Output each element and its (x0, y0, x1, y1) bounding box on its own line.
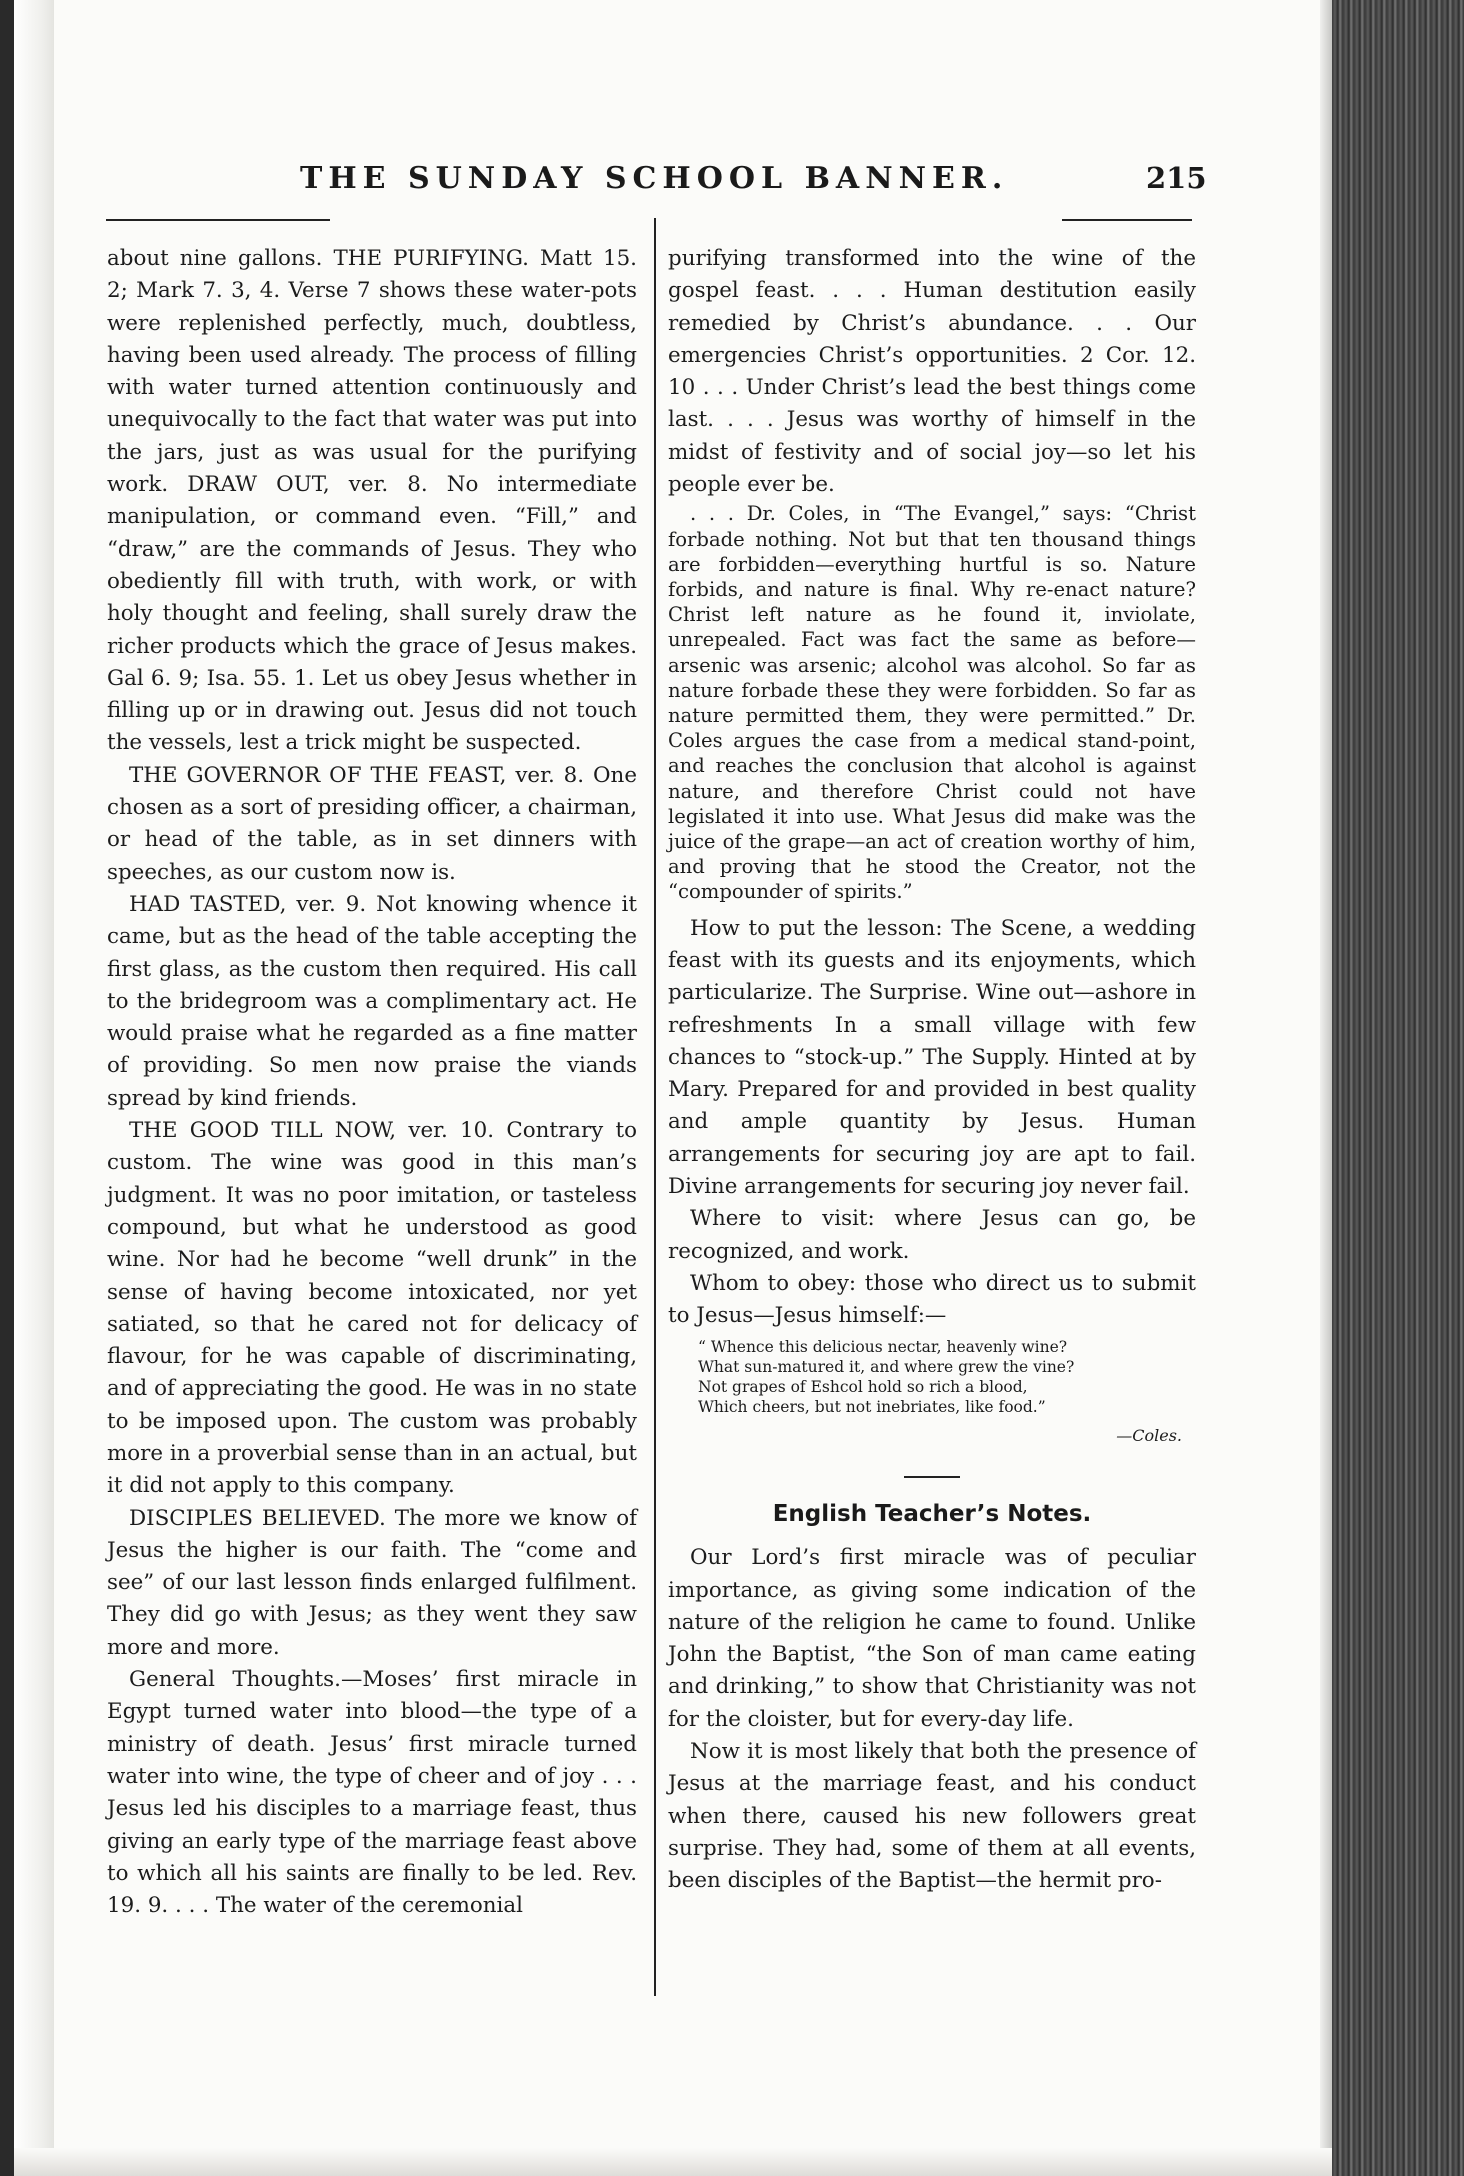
page-gutter (14, 0, 54, 2176)
left-column (107, 243, 637, 1922)
paragraph: purifying transformed into the wine of the gospel feast. . . . Human destitution easily remedied by Christ’s abundance. . . Our emergencies Christ’s opportunities. 2 Cor. 12. 10 . . . Under Christ’s lead the best things come last. . . . Jesus was worthy of himself in the midst of festivity and of social joy—so let his people ever be. (668, 246, 1196, 498)
poem-line: “ Whence this delicious nectar, heavenly wine? (698, 1338, 1068, 1357)
block-quote: . . . Dr. Coles, in “The Evangel,” says: “Christ forbade nothing. Not but that ten thousand things are forbidden—everything hurtful is so. Nature forbids, and nature is final. Why re-enact nature? Christ left nature as he found it, inviolate, unrepealed. Fact was fact the same as before—arsenic was arsenic; alcohol was alcohol. So far as nature forbade these they were forbidden. So far as nature permitted them, they were permitted.” Dr. Coles argues the case from a medical stand-point, and reaches the conclusion that alcohol is against nature, and therefore Christ could not have legislated it into use. What Jesus did make was the juice of the grape—an act of creation worthy of him, and proving that he stood the Creator, not the “compounder of spirits.” (668, 502, 1196, 904)
paragraph: How to put the lesson: The Scene, a wedding feast with its guests and its enjoyments, which particularize. The Surprise. Wine out—ashore in refreshments In a small village with few chances to “stock-up.” The Supply. Hinted at by Mary. Prepared for and provided in best quality and ample quantity by Jesus. Human arrangements for securing joy are apt to fail. Divine arrangements for securing joy never fail. (668, 915, 1196, 1199)
right-column (668, 243, 1196, 1898)
page-bottom-shadow (14, 2148, 1332, 2176)
column-divider (654, 218, 656, 1996)
poem-line: Which cheers, but not inebriates, like food.” (698, 1397, 1046, 1416)
paragraph: HAD TASTED, ver. 9. Not knowing whence it came, but as the head of the table accepting the first glass, as the custom then required. His call to the bridegroom was a complimentary act. He would praise what he regarded as a fine matter of providing. So men now praise the viands spread by kind friends. (107, 891, 637, 1111)
book-spine (1332, 0, 1464, 2176)
paragraph: DISCIPLES BELIEVED. The more we know of Jesus the higher is our faith. The “come and see” of our last lesson finds enlarged fulfilment. They did go with Jesus; as they went they saw more and more. (107, 1505, 637, 1660)
paragraph: General Thoughts.—Moses’ first miracle in Egypt turned water into blood—the type of a ministry of death. Jesus’ first miracle turned water into wine, the type of cheer and of joy . . . Jesus led his disciples to a marriage feast, thus giving an early type of the marriage feast above to which all his saints are finally to be led. Rev. 19. 9. . . . The water of the ceremonial (107, 1667, 637, 1919)
paragraph: THE GOOD TILL NOW, ver. 10. Contrary to custom. The wine was good in this man’s judgment. It was no poor imitation, or tasteless compound, but what he understood as good wine. Nor had he become “well drunk” in the sense of having become intoxicated, nor yet satiated, so that he cared not for delicacy of flavour, for he was capable of discriminating, and of appreciating the good. He was in no state to be imposed upon. The custom was probably more in a proverbial sense than in an actual, but it did not apply to this company. (107, 1118, 637, 1499)
poem-attribution: —Coles. (1116, 1425, 1182, 1445)
paragraph: Now it is most likely that both the presence of Jesus at the marriage feast, and his conduct when there, caused his new followers great surprise. They had, some of them at all events, been disciples of the Baptist—the hermit pro- (668, 1739, 1196, 1894)
section-heading: English Teacher’s Notes. (772, 1500, 1092, 1527)
poem-line: Not grapes of Eshcol hold so rich a blood, (698, 1378, 1028, 1397)
page-number: 215 (1146, 161, 1207, 195)
paragraph: Whom to obey: those who direct us to submit to Jesus—Jesus himself:— (668, 1270, 1196, 1329)
section-separator (904, 1476, 960, 1478)
page-header (0, 155, 1210, 205)
poem-line: What sun-matured it, and where grew the vine? (698, 1358, 1075, 1377)
paragraph: about nine gallons. THE PURIFYING. Matt 15. 2; Mark 7. 3, 4. Verse 7 shows these water-pots were replenished perfectly, much, doubtless, having been used already. The process of filling with water turned attention continuously and unequivocally to the fact that water was put into the jars, just as was usual for the purifying work. DRAW OUT, ver. 8. No intermediate manipulation, or command even. “Fill,” and “draw,” are the commands of Jesus. They who obediently fill with truth, with work, or with holy thought and feeling, shall surely draw the richer products which the grace of Jesus makes. Gal 6. 9; Isa. 55. 1. Let us obey Jesus whether in filling up or in drawing out. Jesus did not touch the vessels, lest a trick might be suspected. (107, 246, 637, 756)
running-title: THE SUNDAY SCHOOL BANNER. (300, 161, 1009, 196)
poem (698, 1338, 1196, 1417)
paragraph: Our Lord’s first miracle was of peculiar importance, as giving some indication of the nature of the religion he came to found. Unlike John the Baptist, “the Son of man came eating and drinking,” to show that Christianity was not for the cloister, but for every-day life. (668, 1545, 1196, 1732)
header-rule-left (106, 219, 330, 221)
paragraph: THE GOVERNOR OF THE FEAST, ver. 8. One chosen as a sort of presiding officer, a chairman, or head of the table, as in set dinners with speeches, as our custom now is. (107, 762, 637, 885)
paragraph: Where to visit: where Jesus can go, be recognized, and work. (668, 1206, 1196, 1264)
header-rule-right (1062, 219, 1192, 221)
